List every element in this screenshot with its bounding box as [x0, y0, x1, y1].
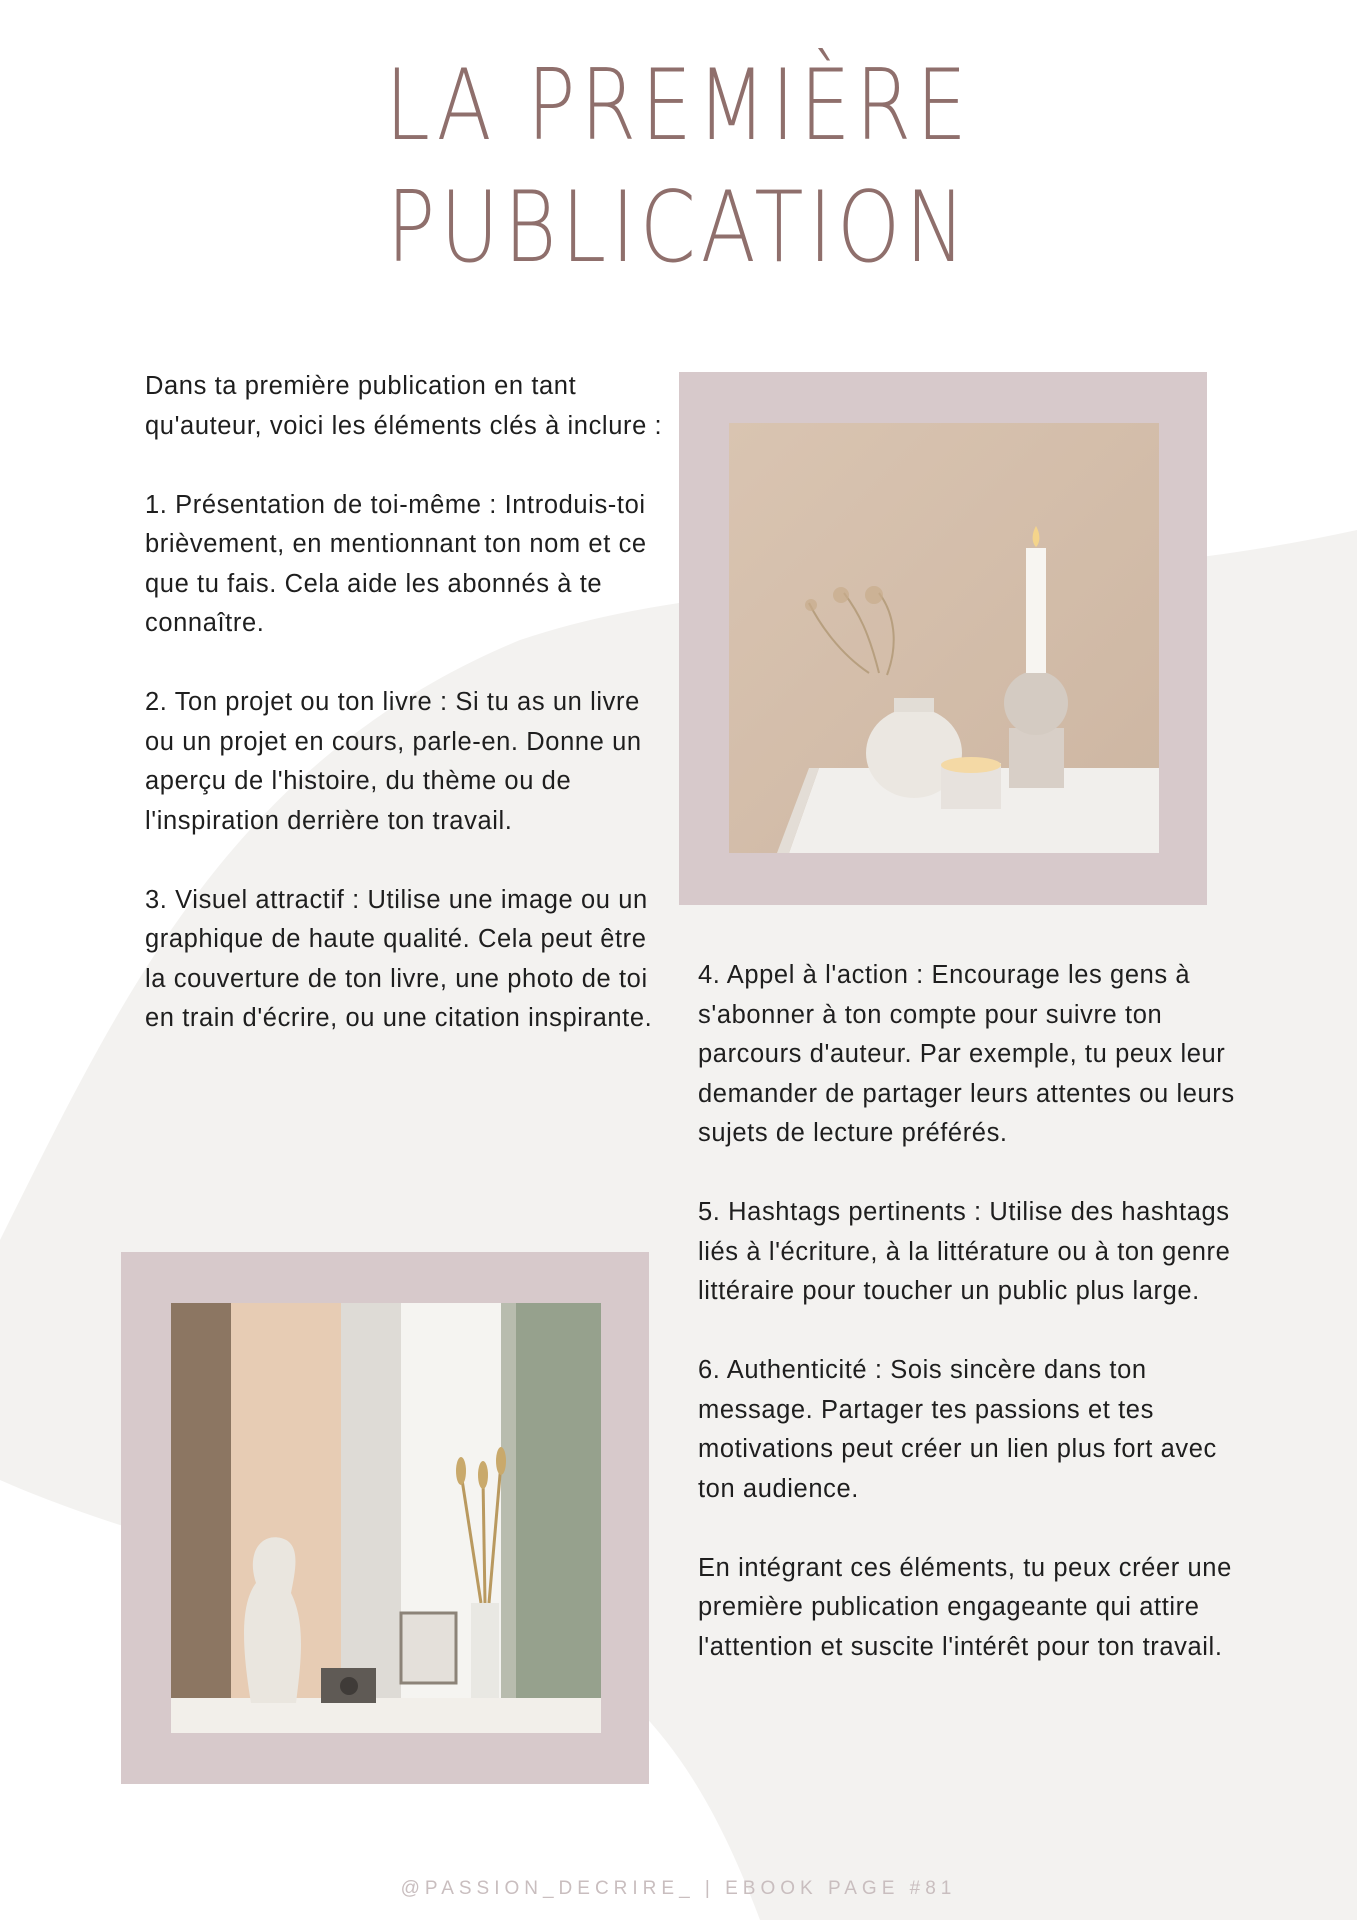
statue-photo-frame — [121, 1252, 649, 1784]
candle-vase-photo — [729, 423, 1159, 853]
page-footer: @PASSION_DECRIRE_ | EBOOK PAGE #81 — [400, 1878, 957, 1899]
intro-paragraph: Dans ta première publication en tant qu'auteur, voici les éléments clés à inclure : — [145, 372, 663, 440]
statue-window-photo — [171, 1303, 601, 1733]
list-item-projet: 2. Ton projet ou ton livre : Si tu as un livre ou un projet en cours, parle-en. Donne un aperçu de l'histoire, du thème ou de l'inspiration derrière ton travail. — [145, 688, 642, 835]
list-item-hashtags: 5. Hashtags pertinents : Utilise des hashtags liés à l'écriture, à la littérature ou à ton genre littéraire pour toucher un public plus large. — [698, 1198, 1231, 1305]
title-line-1: LA PREMIÈRE — [385, 49, 972, 163]
page-title — [122, 45, 1235, 289]
list-item-presentation: 1. Présentation de toi-même : Introduis-toi brièvement, en mentionnant ton nom et ce que tu fais. Cela aide les abonnés à te connaître. — [145, 490, 647, 637]
conclusion-paragraph: En intégrant ces éléments, tu peux créer une première publication engageante qui attire l'attention et suscite l'intérêt pour ton travail. — [698, 1553, 1232, 1661]
title-line-2: PUBLICATION — [386, 171, 971, 285]
list-item-visuel: 3. Visuel attractif : Utilise une image ou un graphique de haute qualité. Cela peut être la couverture de ton livre, une photo de toi en train d'écrire, ou une citation inspirante. — [145, 885, 653, 1032]
left-column — [145, 367, 665, 1039]
candle-photo-frame — [679, 372, 1207, 905]
list-item-appel: 4. Appel à l'action : Encourage les gens à s'abonner à ton compte pour suivre ton parcours d'auteur. Par exemple, tu peux leur demander de partager leurs attentes ou leurs sujets de lecture préférés. — [698, 961, 1235, 1147]
right-column — [698, 956, 1238, 1667]
list-item-authenticite: 6. Authenticité : Sois sincère dans ton message. Partager tes passions et tes motivations peut créer un lien plus fort avec ton audience. — [698, 1356, 1217, 1503]
